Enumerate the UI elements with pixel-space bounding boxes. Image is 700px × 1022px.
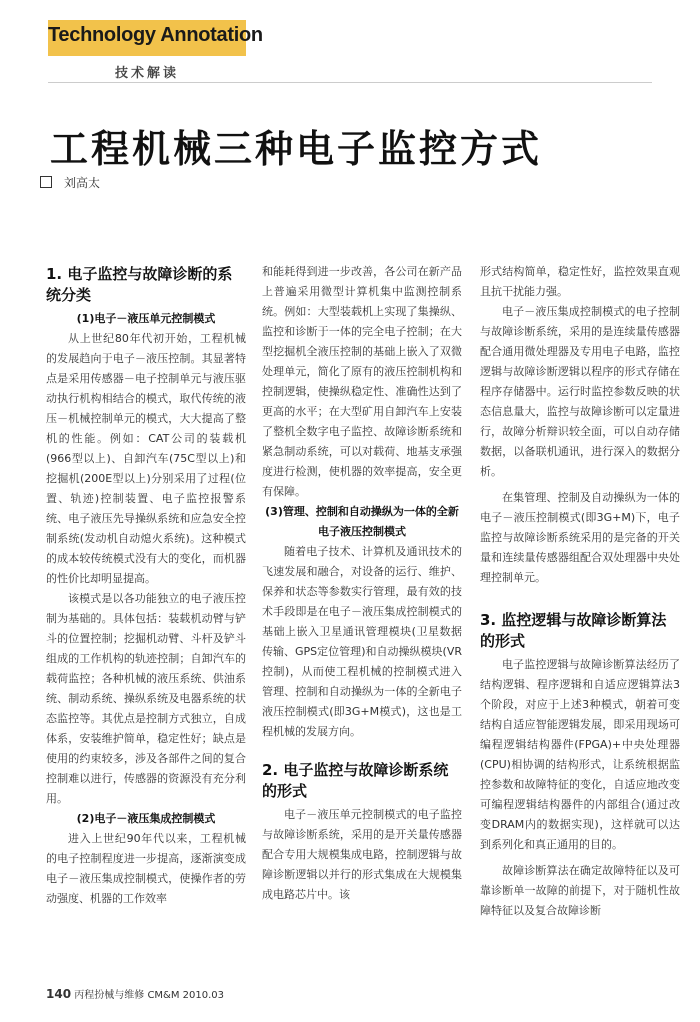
paragraph: 电子－液压单元控制模式的电子监控与故障诊断系统，采用的是开关量传感器配合专用大规模集成电路，控制逻辑与故障诊断逻辑以并行的形式集成在大规模集成电路芯片中。该 [262,808,462,901]
section-heading-1: 1. 电子监控与故障诊断的系统分类 [46,265,233,304]
section-tag-chinese: 技术解读 [114,66,179,81]
author-square-icon [40,176,52,188]
header-rule [48,82,652,83]
subsection-heading-1-1: (1)电子－液压单元控制模式 [76,312,216,325]
paragraph: 和能耗得到进一步改善，各公司在新产品上普遍采用微型计算机集中监测控制系统。例如：大型装载机上实现了集操纵、监控和诊断于一体的完全电子控制；在大型挖掘机全液压控制的基础上嵌入了双微处理单元，简化了原有的液压控制机构和控制逻辑，使操纵稳定性、准确性达到了更高的水平；在大型矿用自卸汽车上安装了整机全数字电子监控、故障诊断系统和紧急制动系统，可以对载荷、地基支承强度进行检测，使机器的效率提高，安全更有保障。 [262,265,462,498]
page-footer [46,986,224,1001]
issue-info: CM&M 2010.03 [147,990,225,1001]
section-heading-2: 2. 电子监控与故障诊断系统的形式 [262,761,449,800]
column-2 [262,262,462,905]
column-3 [480,262,680,921]
section-heading-3: 3. 监控逻辑与故障诊断算法的形式 [480,611,667,650]
paragraph: 电子监控逻辑与故障诊断算法经历了结构逻辑、程序逻辑和自适应逻辑算法3个阶段，对应于上述3种模式，朝着可变结构自适应智能逻辑发展，即采用现场可编程逻辑结构器件(FPGA)+中央处理器(CPU)相协调的结构形式，让系统根据监控参数和故障特征的变化，自适应地改变可编程逻辑结构器件的内部组合(通过改变DRAM内的数据实现)，这样就可以达到系列化和真正通用的目的。 [480,658,680,851]
page-number: 140 [46,987,72,1001]
paragraph: 电子－液压集成控制模式的电子控制与故障诊断系统，采用的是连续量传感器配合通用微处理器及专用电子电路，监控逻辑与故障诊断逻辑以程序的形式存储在程序存储器中。运行时监控参数反映的状态信息量大，监控与故障诊断可以定量进行，故障分析辩识较全面，可以自动存储数据，以备联机通讯，进行深入的数据分析。 [480,305,680,478]
article-title: 工程机械三种电子监控方式 [50,127,543,171]
paragraph: 在集管理、控制及自动操纵为一体的电子－液压控制模式(即3G+M)下，电子监控与故障诊断系统采用的是完备的开关量和连续量传感器组配合双处理器中央处理控制单元。 [480,491,680,584]
paragraph: 从上世纪80年代初开始，工程机械的发展趋向于电子－液压控制。其显著特点是采用传感器－电子控制单元与液压驱动执行机构相结合的模式，取代传统的液压－机械控制单元的模式，大大提高了整机的性能。例如：CAT公司的装载机(966型以上)、自卸汽车(75C型以上)和挖掘机(200E型以上)分别采用了过程(位置、轨迹)控制装置、电子监控报警系统、电子液压先导操纵系统和应急安全控制系统(发动机自动熄火系统)。这种模式的成本较传统模式没有大的变化，而机器的性价比却明显提高。 [46,332,246,585]
paragraph: 形式结构简单，稳定性好，监控效果直观且抗干扰能力强。 [480,265,680,298]
magazine-name: 丙程扮械与维修 [74,990,145,1001]
paragraph: 该模式是以各功能独立的电子液压控制为基础的。具体包括：装载机动臂与铲斗的位置控制；挖掘机动臂、斗杆及铲斗组成的工作机构的轨迹控制；自卸汽车的载荷监控；各种机械的液压系统、供油系统、制动系统、操纵系统及电器系统的状态监控等。其优点是控制方式独立，自成体系，安装维护简单，稳定性好；缺点是使用的约束较多，涉及各部件之间的复合控制难以进行，传感器的资源没有充分利用。 [46,592,246,805]
author-line [40,174,100,191]
column-1 [46,262,246,909]
section-tag [48,20,263,56]
section-tag-english: Technology Annotation [48,24,263,46]
paragraph: 进入上世纪90年代以来，工程机械的电子控制程度进一步提高，逐渐演变成电子－液压集成控制模式，使操作者的劳动强度、机器的工作效率 [46,832,246,905]
paragraph: 故障诊断算法在确定故障特征以及可靠诊断单一故障的前提下，对于随机性故障特征以及复合故障诊断 [480,864,680,917]
paragraph: 随着电子技术、计算机及通讯技术的飞速发展和融合，对设备的运行、维护、保养和状态等参数实行管理，最有效的技术手段即是在电子－液压集成控制模式的基础上嵌入卫星通讯管理模块(卫星数据传输、GPS定位管理)和自动操纵模块(VR控制)，从而使工程机械的控制模式进入管理、控制和自动操纵为一体的全新电子液压控制模式(即3G+M模式)，这也是工程机械的发展方向。 [262,545,462,738]
subsection-heading-1-3: (3)管理、控制和自动操纵为一体的全新电子液压控制模式 [265,505,459,538]
author-name: 刘高太 [64,176,101,190]
subsection-heading-1-2: (2)电子－液压集成控制模式 [76,812,216,825]
